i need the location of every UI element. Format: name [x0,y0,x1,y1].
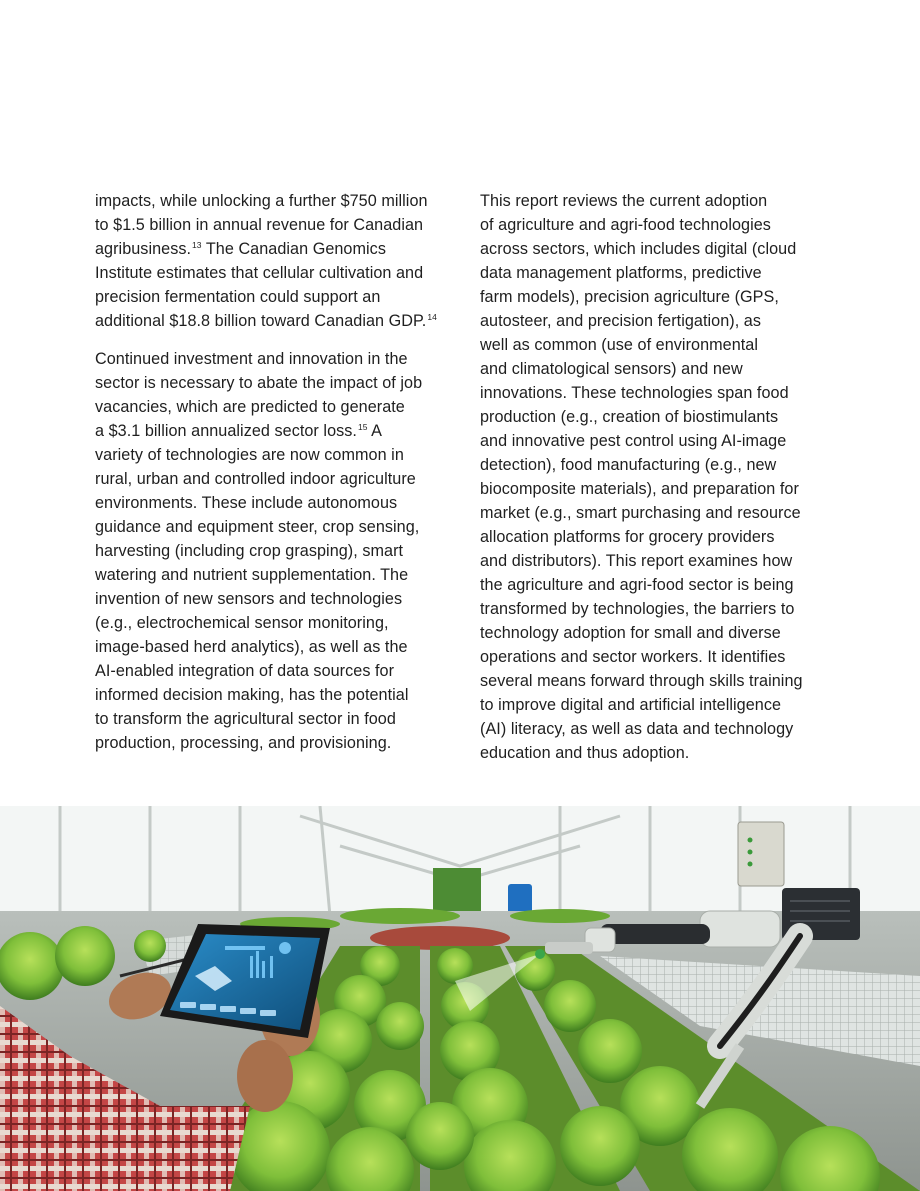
right-column [480,189,815,779]
text-line: Institute estimates that cellular cultivation and [95,264,424,282]
text-line: to $1.5 billion in annual revenue for Canadian [95,216,424,234]
text-line: production (e.g., creation of biostimulants [480,408,779,426]
text-line: to improve digital and artificial intelligence [480,696,782,714]
text-run: The Canadian Genomics [201,240,386,258]
text-line: farm models), precision agriculture (GPS, [480,288,779,306]
paragraph-investment [95,347,445,755]
text-line: Continued investment and innovation in the [95,350,408,368]
text-line [95,309,445,333]
text-line: guidance and equipment steer, crop sensing, [95,518,420,536]
text-run: A [367,422,383,440]
text-line: precision fermentation could support an [95,288,381,306]
text-line: invention of new sensors and technologies [95,590,403,608]
text-line: This report reviews the current adoption [480,192,768,210]
text-line: rural, urban and controlled indoor agriculture [95,470,416,488]
text-run: agribusiness. [95,240,192,258]
text-line: watering and nutrient supplementation. The [95,566,409,584]
text-run: additional $18.8 billion toward Canadian GDP. [95,312,427,330]
text-line [95,419,445,443]
left-column [95,189,445,769]
footnote-ref-13[interactable]: 13 [192,240,202,250]
text-line: image-based herd analytics), as well as the [95,638,408,656]
text-line: production, processing, and provisioning. [95,734,392,752]
text-line: operations and sector workers. It identifies [480,648,786,666]
greenhouse-illustration [0,806,920,1191]
text-line: well as common (use of environmental [480,336,759,354]
footnote-ref-15[interactable]: 15 [357,422,368,432]
text-line [95,237,445,261]
text-line: biocomposite materials), and preparation for [480,480,799,498]
text-run: a $3.1 billion annualized sector loss. [95,422,357,440]
footnote-ref-14[interactable]: 14 [427,312,437,322]
text-line: and climatological sensors) and new [480,360,743,378]
text-line: vacancies, which are predicted to generate [95,398,405,416]
text-line: education and thus adoption. [480,744,690,762]
text-line: several means forward through skills training [480,672,803,690]
text-line: the agriculture and agri-food sector is being [480,576,794,594]
text-line: autosteer, and precision fertigation), as [480,312,761,330]
text-line: environments. These include autonomous [95,494,398,512]
text-line: data management platforms, predictive [480,264,762,282]
text-line: harvesting (including crop grasping), smart [95,542,404,560]
text-line: variety of technologies are now common in [95,446,404,464]
text-line: impacts, while unlocking a further $750 million [95,192,428,210]
text-line: sector is necessary to abate the impact of job [95,374,423,392]
text-line: innovations. These technologies span food [480,384,789,402]
text-line: and innovative pest control using AI-image [480,432,787,450]
text-line: technology adoption for small and diverse [480,624,781,642]
paragraph-report-overview [480,189,815,765]
text-line: (e.g., electrochemical sensor monitoring, [95,614,389,632]
text-line: and distributors). This report examines how [480,552,793,570]
paragraph-yield-impacts [95,189,445,333]
text-line: of agriculture and agri-food technologies [480,216,771,234]
text-line: AI-enabled integration of data sources for [95,662,395,680]
text-line: informed decision making, has the potential [95,686,409,704]
text-line: transformed by technologies, the barriers to [480,600,795,618]
text-line: detection), food manufacturing (e.g., new [480,456,777,474]
text-line: allocation platforms for grocery providers [480,528,775,546]
text-line: (AI) literacy, as well as data and technology [480,720,794,738]
text-line: market (e.g., smart purchasing and resource [480,504,801,522]
greenhouse-photo [0,806,920,1191]
text-line: to transform the agricultural sector in food [95,710,396,728]
text-line: across sectors, which includes digital (cloud [480,240,797,258]
